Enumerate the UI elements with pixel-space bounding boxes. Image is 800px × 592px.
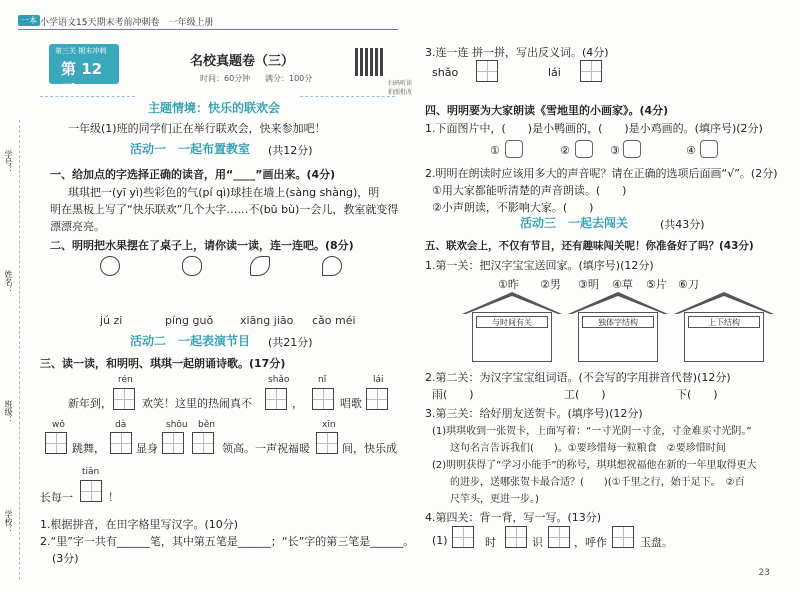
intro-text: 一年级(1)班的同学们正在举行联欢会，快来参加吧！ — [68, 122, 326, 135]
pinyin-wo: wǒ — [52, 420, 65, 430]
q4-option-b[interactable]: ②小声朗读，不影响大家。( ) — [432, 201, 594, 214]
exam-score: 满分：100分 — [265, 74, 313, 83]
pinyin-tian: tiān — [82, 467, 100, 477]
header-bar — [0, 14, 400, 28]
gate4-word-1: 时 — [485, 536, 496, 549]
header-tag: 一本 — [18, 15, 40, 26]
gate3-a2: 这句名言告诉我们( )。①要珍惜每一粒粮食 ②要珍惜时间 — [450, 443, 726, 454]
exam-title: 名校真题卷（三） — [190, 54, 295, 69]
poem-line1-a: 新年到， — [68, 397, 112, 410]
exam-time: 时间：60分钟 — [200, 74, 251, 83]
q1-text: 一、给加点的字选择正确的读音，用“____”画出来。(4分) — [50, 168, 336, 181]
q1-line2: 明在黑板上写了“快乐联欢”几个大字……不(bū bù)一会儿，教室就变得 — [50, 203, 399, 216]
activity2-title: 活动二 一起表演节目 — [130, 334, 251, 348]
margin-label-id: 学号： — [4, 150, 13, 174]
gate2-text: 2.第二关：为汉字宝宝组词语。(不会写的字用拼音代替)(12分) — [425, 371, 731, 384]
answer-box[interactable] — [476, 60, 498, 82]
char-6: ⑥刀 — [678, 278, 699, 291]
char-1: ①昨 — [498, 278, 519, 291]
answer-box[interactable] — [612, 526, 634, 548]
q4-part2: 2.明明在朗读时应该用多大的声音呢？请在正确的选项后面画“√”。(2分) — [425, 167, 778, 180]
gate1-text: 1.第一关：把汉字宝宝送回家。(填序号)(12分) — [425, 259, 654, 272]
pinyin-ni: nǐ — [318, 375, 327, 385]
pinyin-pingguo: píng guǒ — [165, 314, 214, 327]
q3-sub2-points: (3分) — [52, 552, 79, 565]
gate3-a: (1)琪琪收到一张贺卡，上面写着：“一寸光阴一寸金，寸金难买寸光阴。” — [432, 426, 752, 437]
char-5: ⑤片 — [646, 278, 667, 291]
q3-text: 三、读一读，和明明、琪琪一起朗诵诗歌。(17分) — [40, 357, 286, 370]
activity2-points: (共21分) — [268, 336, 313, 349]
q4-part1: 1.下面图片中，( )是小鸭画的，( )是小鸡画的。(填序号)(2分) — [425, 122, 763, 135]
poem-line3-a: 长每一 — [40, 491, 73, 504]
answer-box[interactable] — [110, 432, 132, 454]
q4-option-3: ③ — [610, 144, 620, 157]
poem-line2-a: 跳舞， — [72, 442, 105, 455]
pinyin-da: dà — [115, 420, 127, 430]
house-single[interactable] — [568, 292, 668, 364]
q4-option-2: ② — [560, 144, 570, 157]
answer-box[interactable] — [312, 388, 334, 410]
answer-box[interactable] — [45, 432, 67, 454]
char-3: ③明 — [578, 278, 599, 291]
leaf-icon — [505, 140, 523, 158]
answer-box[interactable] — [80, 480, 102, 502]
house-updown[interactable] — [674, 292, 774, 364]
gate4-word-4: 玉盘。 — [640, 536, 673, 549]
house-label: 独体字结构 — [582, 316, 654, 328]
q4-option-4: ④ — [686, 144, 696, 157]
gate2-word-1[interactable]: 雨( ) — [432, 388, 474, 401]
pinyin-shou: shǒu — [166, 420, 188, 430]
gate2-word-3[interactable]: 下( ) — [676, 388, 718, 401]
answer-box[interactable] — [316, 432, 338, 454]
activity1-title: 活动一 一起布置教室 — [130, 142, 251, 156]
house-time[interactable] — [462, 292, 562, 364]
shao-pinyin: shǎo — [432, 66, 459, 79]
margin-label-class: 班级： — [4, 400, 13, 424]
activity1-points: (共12分) — [268, 144, 313, 157]
q3-part3: 3.连一连 拼一拼，写出反义词。(4分) — [425, 46, 609, 59]
orange-icon — [100, 256, 120, 276]
gate4-word-2: 识 — [532, 536, 543, 549]
answer-box[interactable] — [113, 388, 135, 410]
activity3-points: (共43分) — [660, 218, 705, 231]
poem-line2-c: 领高。一声祝福暖 — [222, 442, 310, 455]
pinyin-xiangjiao: xiāng jiāo — [240, 314, 294, 327]
apple-icon — [182, 256, 202, 276]
header-title: 小学语文15天期末考前冲刺卷 一年级上册 — [40, 18, 214, 28]
day-sub: 第三关 期末冲刺 — [55, 47, 107, 55]
gate3-b: (2)明明获得了“学习小能手”的称号，琪琪想祝福他在新的一年里取得更大 — [432, 460, 757, 471]
poem-line2-d: 间，快乐成 — [342, 442, 397, 455]
gate4-text: 4.第四关：背一背，写一写。(13分) — [425, 511, 602, 524]
pinyin-juzi: jú zi — [100, 314, 123, 327]
poem-line1-d: 唱歌 — [340, 397, 362, 410]
q1-line1: 琪琪把一(yī yì)些彩色的气(pí qì)球挂在墙上(sàng shàng)，明 — [68, 186, 380, 199]
pinyin-xin: xīn — [322, 420, 336, 430]
pinyin-shao: shǎo — [268, 375, 290, 385]
poem-line1-b: 欢笑！这里的热闹真不 — [142, 397, 252, 410]
activity3-title: 活动三 一起去闯关 — [520, 216, 629, 230]
poem-line3-b: ！ — [108, 491, 119, 504]
moon-icon — [700, 140, 718, 158]
answer-box[interactable] — [548, 526, 570, 548]
q4-text: 四、明明要为大家朗读《雪地里的小画家》。(4分) — [425, 104, 669, 117]
pinyin-lai: lái — [373, 375, 384, 385]
pinyin-ren: rén — [118, 375, 133, 385]
strawberry-icon — [322, 256, 342, 276]
answer-box[interactable] — [265, 388, 287, 410]
banana-icon — [250, 256, 270, 276]
gate3-b2: 的进步，送哪张贺卡最合适？( )(①千里之行，始于足下。 ②百 — [450, 477, 745, 488]
gate3-b3: 尺竿头，更进一步。) — [450, 494, 539, 505]
qr-caption: 扫码听读 拍照批改 — [388, 80, 413, 96]
answer-box[interactable] — [162, 432, 184, 454]
char-4: ④草 — [612, 278, 633, 291]
house-label: 与时间有关 — [476, 316, 548, 328]
gate4-index: (1) — [432, 534, 448, 547]
gate2-word-2[interactable]: 工( ) — [564, 388, 606, 401]
poem-line1-c: ， — [292, 397, 303, 410]
theme-title: 主题情境：快乐的联欢会 — [148, 101, 281, 115]
q4-option-a[interactable]: ①用大家都能听清楚的声音朗读。( ) — [432, 184, 627, 197]
day-badge — [49, 44, 119, 99]
q3-sub1: 1.根据拼音，在田字格里写汉字。(10分) — [40, 518, 239, 531]
pinyin-caomei: cǎo méi — [312, 314, 356, 327]
lai-pinyin: lái — [548, 66, 561, 79]
gate3-text: 3.第三关：给好朋友送贺卡。(填序号)(12分) — [425, 407, 643, 420]
q2-text: 二、明明把水果摆在了桌子上，请你读一读，连一连吧。(8分) — [50, 239, 354, 252]
day-label: 第 12 天 — [61, 60, 103, 99]
q4-option-1: ① — [490, 144, 500, 157]
q1-line3: 漂漂亮亮。 — [50, 220, 105, 233]
answer-box[interactable] — [192, 432, 214, 454]
char-2: ②男 — [540, 278, 561, 291]
page-number: 23 — [758, 568, 770, 578]
house-label: 上下结构 — [688, 316, 760, 328]
answer-box[interactable] — [452, 526, 474, 548]
margin-label-name: 姓名： — [4, 270, 13, 294]
answer-box[interactable] — [580, 60, 602, 82]
gate4-word-3: ，呼作 — [574, 536, 607, 549]
answer-box[interactable] — [505, 526, 527, 548]
q3-sub2: 2.“里”字一共有______笔，其中第五笔是______；“长”字的第三笔是______。 — [40, 535, 415, 548]
poem-line2-b: 显身 — [136, 442, 158, 455]
plum-blossom-icon — [575, 140, 593, 158]
q5-text: 五、联欢会上，不仅有节目，还有趣味闯关呢！你准备好了吗？(43分) — [425, 240, 754, 252]
qr-code[interactable] — [355, 48, 383, 76]
flower-icon — [623, 140, 641, 158]
answer-box[interactable] — [366, 388, 388, 410]
pinyin-ben: běn — [198, 420, 215, 430]
margin-label-school: 学校： — [4, 510, 13, 534]
